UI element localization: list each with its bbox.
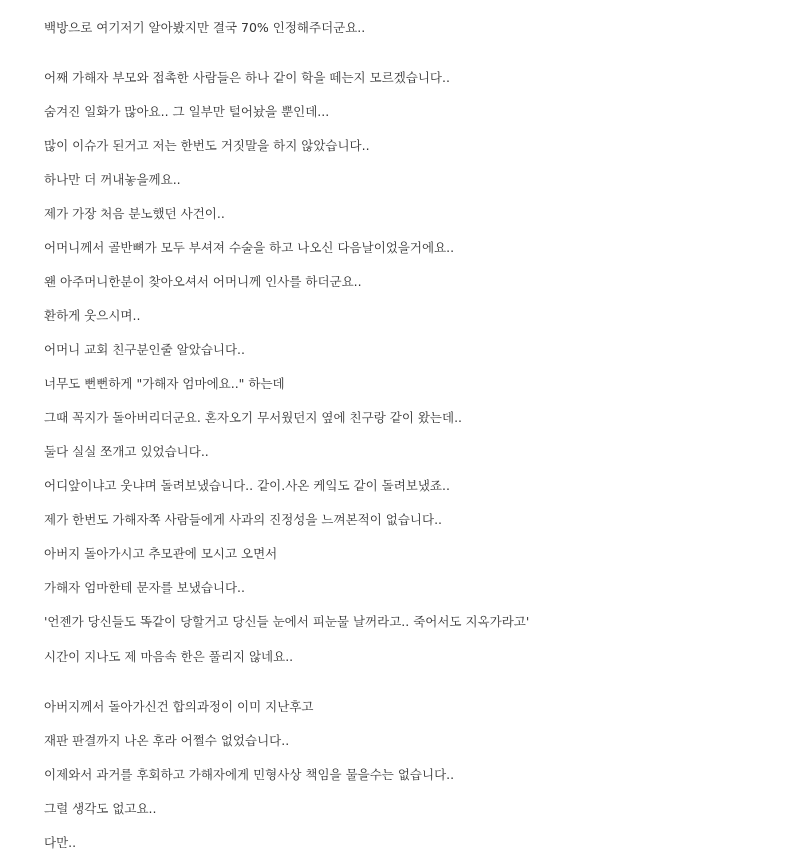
- post-line: 그때 꼭지가 돌아버리더군요. 혼자오기 무서웠던지 옆에 친구랑 같이 왔는데..: [44, 410, 463, 425]
- post-line: 시간이 지나도 제 마음속 한은 풀리지 않네요..: [44, 649, 294, 664]
- post-line: 어째 가해자 부모와 접촉한 사람들은 하나 같이 학을 떼는지 모르겠습니다..: [44, 70, 450, 85]
- post-line: 많이 이슈가 된거고 저는 한번도 거짓말을 하지 않았습니다..: [44, 138, 370, 153]
- post-line: 둘다 실실 쪼개고 있었습니다..: [44, 444, 209, 459]
- post-line: 아버지께서 돌아가신건 합의과정이 이미 지난후고: [44, 699, 314, 714]
- post-line: 가해자 엄마한테 문자를 보냈습니다..: [44, 580, 245, 595]
- post-line: 재판 판결까지 나온 후라 어쩔수 없었습니다..: [44, 733, 290, 748]
- post-line: 어머니께서 골반뼈가 모두 부셔져 수술을 하고 나오신 다음날이었을거에요..: [44, 240, 455, 255]
- post-line: '언젠가 당신들도 똑같이 당할거고 당신들 눈에서 피눈물 날꺼라고.. 죽어서도 지옥가라고': [44, 614, 530, 629]
- post-line: 너무도 뻔뻔하게 "가해자 엄마에요.." 하는데: [44, 376, 285, 391]
- post-line: 제가 한번도 가해자쪽 사람들에게 사과의 진정성을 느껴본적이 없습니다..: [44, 512, 443, 527]
- post-line: 어머니 교회 친구분인줄 알았습니다..: [44, 342, 245, 357]
- post-line: 하나만 더 꺼내놓을께요..: [44, 172, 181, 187]
- post-line: 제가 가장 처음 분노했던 사건이..: [44, 206, 225, 221]
- post-line: 아버지 돌아가시고 추모관에 모시고 오면서: [44, 546, 278, 561]
- post-line: 그럴 생각도 없고요..: [44, 801, 157, 816]
- post-line: 다만..: [44, 835, 77, 850]
- post-line: 왠 아주머니한분이 찾아오셔서 어머니께 인사를 하더군요..: [44, 274, 362, 289]
- post-line: 이제와서 과거를 후회하고 가해자에게 민형사상 책임을 물을수는 없습니다..: [44, 767, 455, 782]
- post-line: 환하게 웃으시며..: [44, 308, 141, 323]
- post-line: 백방으로 여기저기 알아봤지만 결국 70% 인정해주더군요..: [44, 20, 366, 35]
- post-line: 숨겨진 일화가 많아요.. 그 일부만 털어놨을 뿐인데...: [44, 104, 330, 119]
- post-line: 어디앞이냐고 웃냐며 돌려보냈습니다.. 같이.사온 케잌도 같이 돌려보냈죠..: [44, 478, 450, 493]
